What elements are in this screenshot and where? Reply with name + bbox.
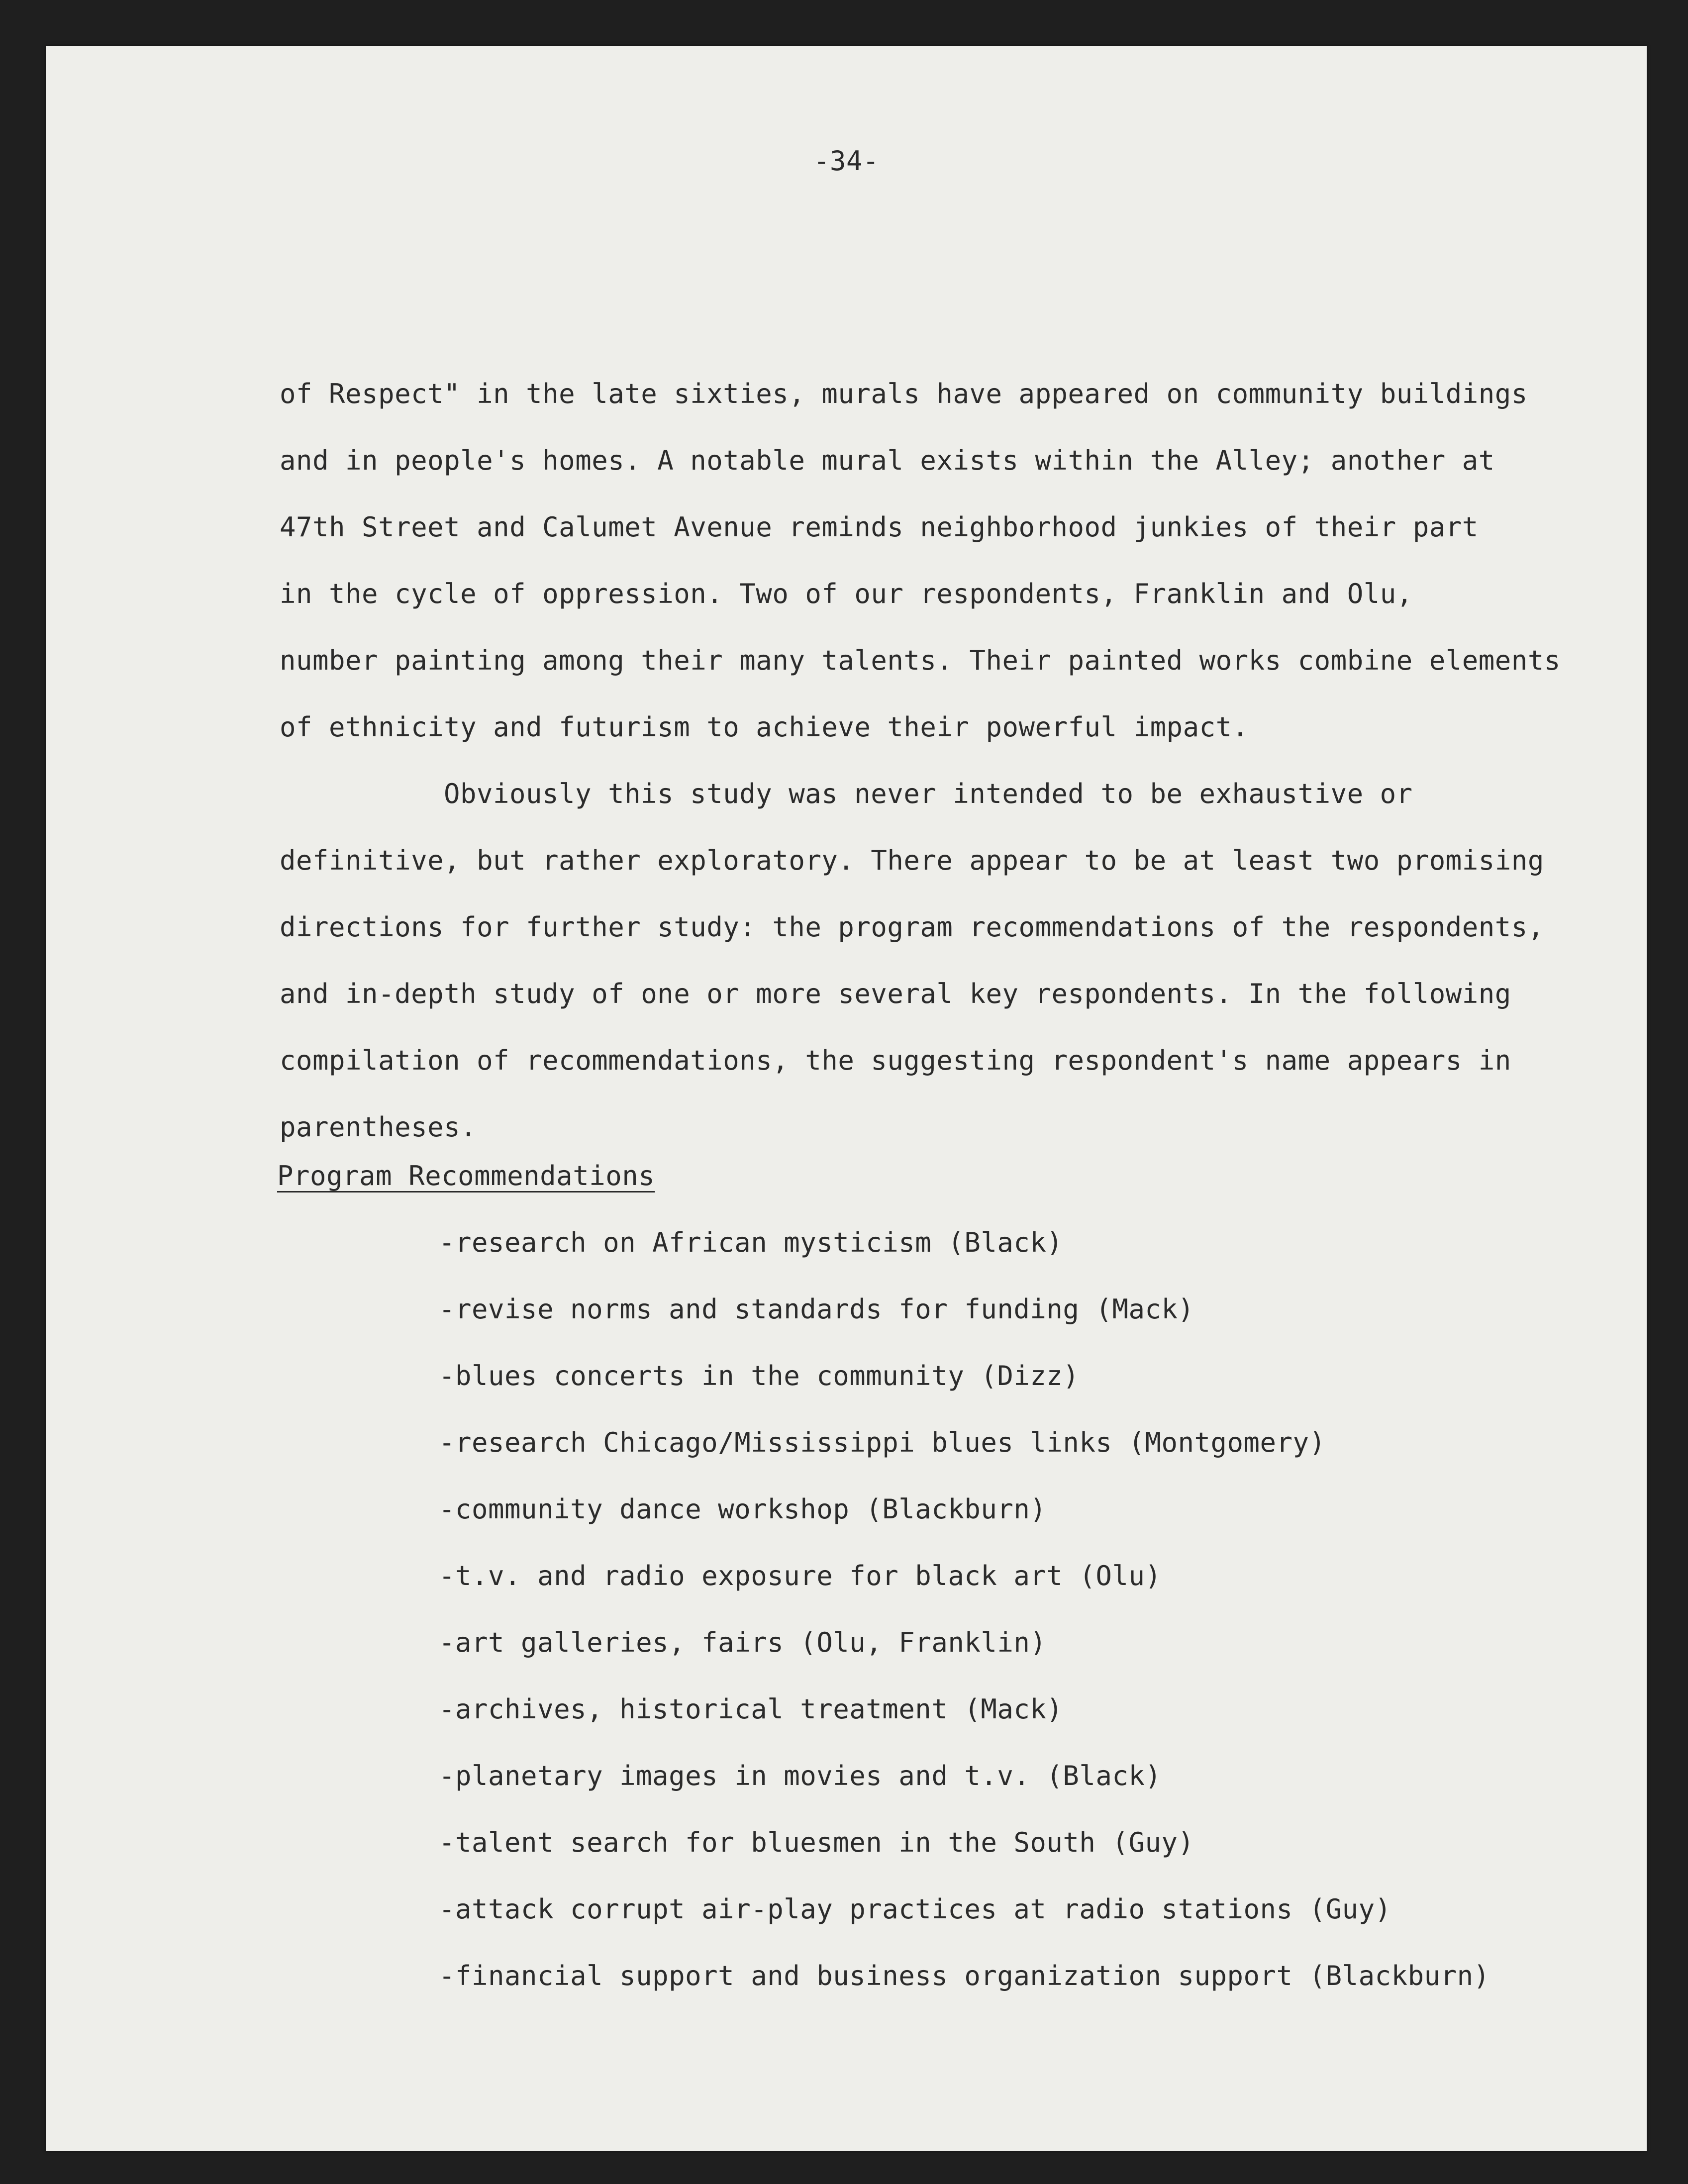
page-number: -34-	[813, 145, 880, 177]
recommendation-item: -research on African mysticism (Black)	[439, 1227, 1063, 1258]
paragraph-line: directions for further study: the program recommendations of the respondents,	[280, 911, 1544, 943]
recommendation-item: -revise norms and standards for funding (Mack)	[439, 1293, 1194, 1325]
recommendation-item: -planetary images in movies and t.v. (Black)	[439, 1760, 1162, 1791]
recommendation-item: -talent search for bluesmen in the South (Guy)	[439, 1827, 1194, 1858]
paragraph-line: and in people's homes. A notable mural exists within the Alley; another at	[280, 445, 1495, 476]
recommendation-item: -blues concerts in the community (Dizz)	[439, 1360, 1080, 1391]
recommendation-item: -community dance workshop (Blackburn)	[439, 1493, 1047, 1525]
paragraph-line: of ethnicity and futurism to achieve their powerful impact.	[280, 711, 1249, 743]
document-page	[46, 46, 1647, 2151]
recommendation-item: -archives, historical treatment (Mack)	[439, 1693, 1063, 1725]
paragraph-line: in the cycle of oppression. Two of our respondents, Franklin and Olu,	[280, 578, 1413, 609]
paragraph-line: 47th Street and Calumet Avenue reminds neighborhood junkies of their part	[280, 511, 1479, 543]
paragraph-line: and in-depth study of one or more several key respondents. In the following	[280, 978, 1511, 1009]
section-heading: Program Recommendations	[277, 1160, 655, 1191]
paragraph-line: number painting among their many talents. Their painted works combine elements	[280, 645, 1561, 676]
recommendation-item: -attack corrupt air-play practices at radio stations (Guy)	[439, 1893, 1391, 1925]
recommendation-item: -t.v. and radio exposure for black art (Olu)	[439, 1560, 1162, 1591]
recommendation-item: -research Chicago/Mississippi blues links (Montgomery)	[439, 1427, 1326, 1458]
recommendation-item: -art galleries, fairs (Olu, Franklin)	[439, 1627, 1047, 1658]
paragraph-line: of Respect" in the late sixties, murals have appeared on community buildings	[280, 378, 1528, 409]
paragraph-line: parentheses.	[280, 1111, 477, 1143]
paragraph-line: definitive, but rather exploratory. There appear to be at least two promising	[280, 845, 1544, 876]
paragraph-line: Obviously this study was never intended to be exhaustive or	[444, 778, 1413, 809]
recommendation-item: -financial support and business organization support (Blackburn)	[439, 1960, 1490, 1991]
paragraph-line: compilation of recommendations, the suggesting respondent's name appears in	[280, 1045, 1511, 1076]
